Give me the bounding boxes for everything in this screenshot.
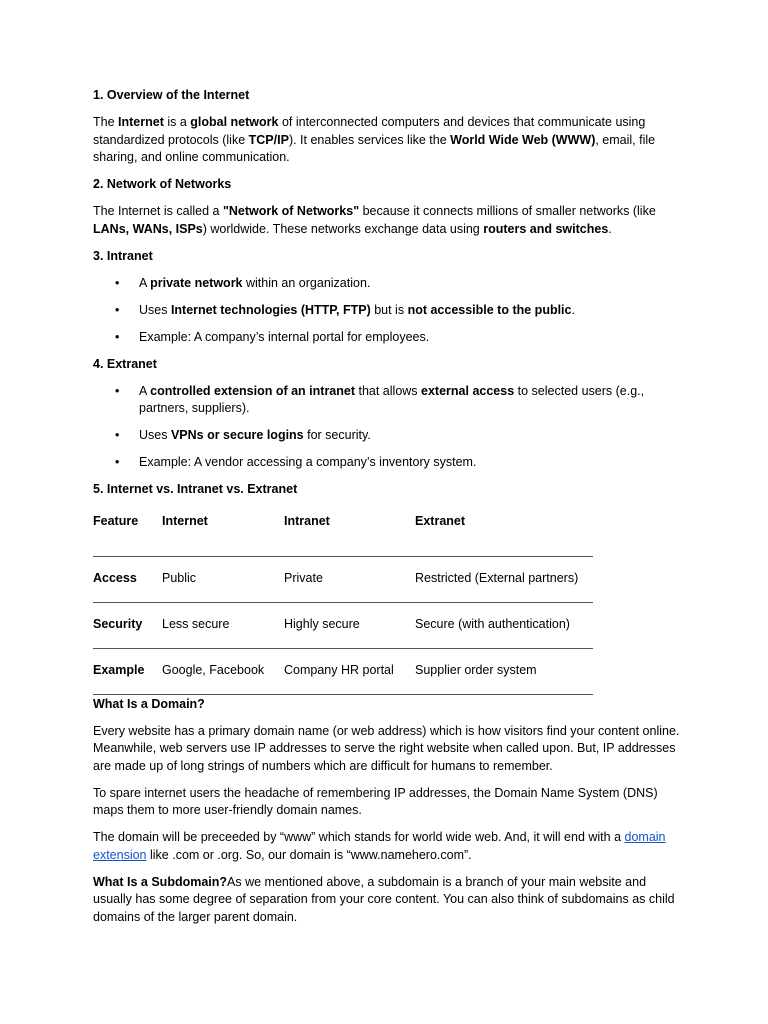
extranet-list xyxy=(93,383,683,472)
section-3-heading: 3. Intranet xyxy=(93,248,153,263)
table-cell: Google, Facebook xyxy=(162,648,284,694)
bold-text: controlled extension of an intranet xyxy=(150,383,356,398)
bold-text: Internet technologies (HTTP, FTP) xyxy=(170,302,371,317)
text-run: because it connects millions of smaller networks (like xyxy=(359,204,656,218)
table-header-cell: Extranet xyxy=(415,513,466,528)
text-run: . xyxy=(608,221,612,236)
list-item xyxy=(93,302,683,320)
table-cell: Restricted (External partners) xyxy=(415,556,593,602)
bold-text: "Network of Networks" xyxy=(222,204,360,218)
bold-text: Internet xyxy=(118,115,164,129)
list-item xyxy=(93,427,683,445)
bold-text: not accessible to the public xyxy=(407,302,572,317)
list-item xyxy=(93,383,683,418)
document-body xyxy=(93,87,683,926)
bold-text: LANs, WANs, ISPs xyxy=(93,221,203,236)
text-run: is a xyxy=(163,115,191,129)
text-run: of interconnected computers and devices that communicate using standardized protocols (like xyxy=(93,115,646,147)
text-run: Uses xyxy=(139,302,171,317)
domain-paragraph-1: Every website has a primary domain name (or web address) which is how visitors find your content online. Meanwhile, web servers use IP addresses to serve the right website when called upon. But, IP addresses are made up of long strings of numbers which are difficult for humans to remember. xyxy=(93,723,680,773)
list-item xyxy=(93,275,683,293)
text-run: ). It enables services like the xyxy=(288,132,451,147)
table-row xyxy=(93,648,593,694)
section-1-heading: 1. Overview of the Internet xyxy=(93,88,250,102)
text-run: ) worldwide. These networks exchange data using xyxy=(202,221,484,236)
text-run: A xyxy=(139,383,151,398)
text-run: Example: A vendor accessing a company’s inventory system. xyxy=(139,455,477,469)
subdomain-paragraph xyxy=(93,874,683,927)
table-row xyxy=(93,602,593,648)
table-cell: Example xyxy=(93,648,162,694)
text-run: The xyxy=(93,115,119,129)
table-cell: Access xyxy=(93,556,162,602)
table-cell: Public xyxy=(162,556,284,602)
section-1-paragraph xyxy=(93,114,683,167)
list-item xyxy=(93,454,683,472)
domain-paragraph-3 xyxy=(93,829,683,864)
table-cell: Security xyxy=(93,602,162,648)
list-item xyxy=(93,329,683,347)
table-row xyxy=(93,556,593,602)
table-header-cell: Intranet xyxy=(284,513,330,528)
domain-extension-link[interactable]: domain extension xyxy=(93,830,666,862)
text-run: to selected users (e.g., partners, suppliers). xyxy=(139,383,645,415)
section-5-heading: 5. Internet vs. Intranet vs. Extranet xyxy=(93,482,298,496)
comparison-table xyxy=(93,511,593,695)
table-cell: Less secure xyxy=(162,602,284,648)
bold-text: private network xyxy=(150,275,243,290)
bold-text: global network xyxy=(190,115,279,129)
table-cell: Supplier order system xyxy=(415,648,593,694)
text-run: A xyxy=(139,275,151,290)
subdomain-text: As we mentioned above, a subdomain is a branch of your main website and usually has some degree of separation from your core content. You can also think of subdomains as child domains of the larger parent domain. xyxy=(93,874,675,924)
table-cell: Secure (with authentication) xyxy=(415,602,593,648)
domain-p3-text: like .com or .org. So, our domain is “www.namehero.com”. xyxy=(146,847,472,862)
table-cell: Highly secure xyxy=(284,602,415,648)
domain-heading: What Is a Domain? xyxy=(93,696,205,711)
text-run: Uses xyxy=(139,428,171,442)
text-run: , email, file sharing, and online communication. xyxy=(93,132,656,164)
table-cell: Company HR portal xyxy=(284,648,415,694)
section-4-heading: 4. Extranet xyxy=(93,356,157,371)
text-run: The Internet is called a xyxy=(93,204,223,218)
table-header-cell: Feature xyxy=(93,513,139,528)
section-2-paragraph xyxy=(93,203,683,238)
bold-text: external access xyxy=(421,383,515,398)
text-run: for security. xyxy=(303,428,371,442)
table-header-row xyxy=(93,511,593,557)
text-run: . xyxy=(571,302,575,317)
bold-text: VPNs or secure logins xyxy=(170,428,304,442)
bold-text: World Wide Web (WWW) xyxy=(450,132,596,147)
text-run: that allows xyxy=(355,383,422,398)
table-header-cell: Internet xyxy=(162,513,208,528)
text-run: Example: A company’s internal portal for employees. xyxy=(139,329,430,344)
text-run: but is xyxy=(370,302,408,317)
subdomain-heading: What Is a Subdomain? xyxy=(93,874,228,889)
text-run: within an organization. xyxy=(242,275,371,290)
domain-p3-text: The domain will be preceeded by “www” which stands for world wide web. And, it will end with a xyxy=(93,830,625,844)
intranet-list xyxy=(93,275,683,347)
bold-text: routers and switches xyxy=(483,221,609,236)
bold-text: TCP/IP xyxy=(248,132,289,147)
section-2-heading: 2. Network of Networks xyxy=(93,177,232,191)
domain-paragraph-2: To spare internet users the headache of remembering IP addresses, the Domain Name System (DNS) maps them to more user-friendly domain names. xyxy=(93,785,658,817)
table-cell: Private xyxy=(284,556,415,602)
